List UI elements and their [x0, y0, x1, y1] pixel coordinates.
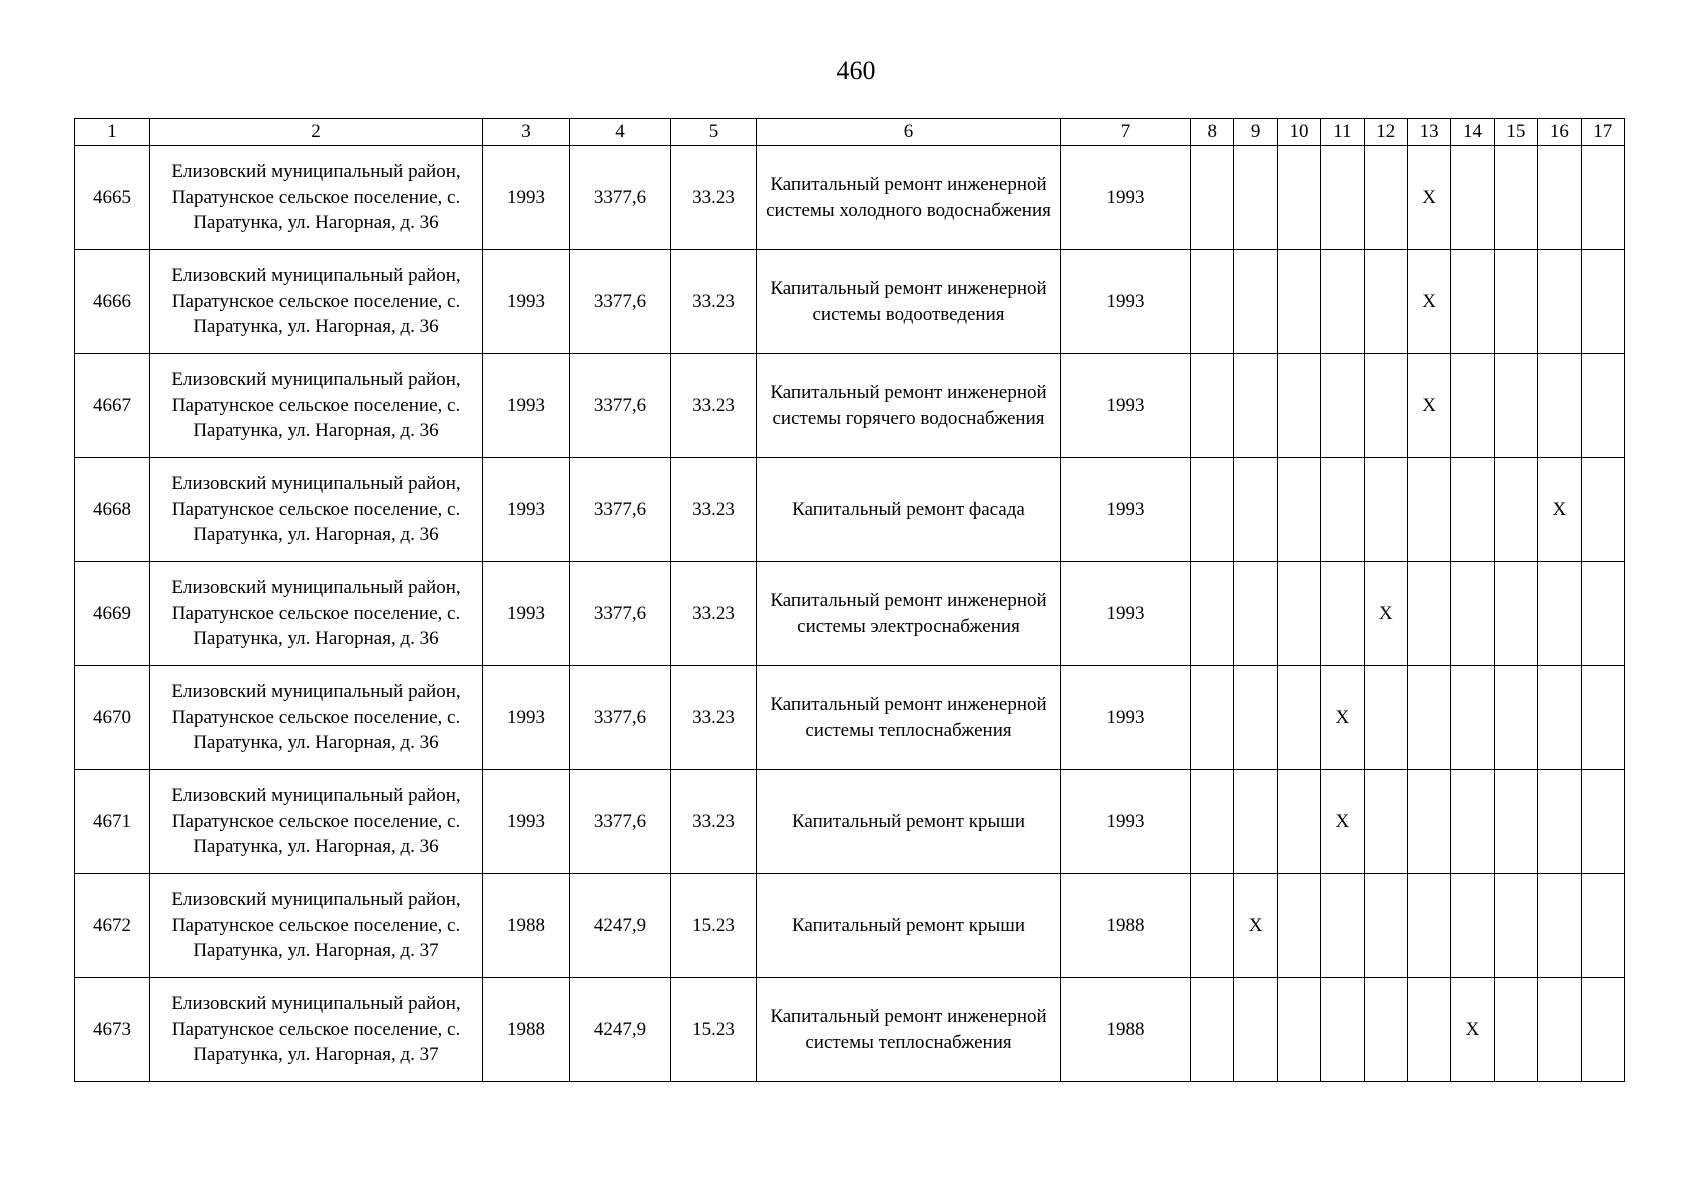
empty-cell — [1494, 666, 1537, 770]
empty-cell — [1364, 146, 1407, 250]
empty-cell — [1191, 146, 1234, 250]
work-year-cell: 1993 — [1061, 146, 1191, 250]
empty-cell — [1538, 770, 1581, 874]
row-id-cell: 4672 — [75, 874, 150, 978]
work-year-cell: 1993 — [1061, 562, 1191, 666]
area-cell: 3377,6 — [570, 146, 671, 250]
year-cell: 1993 — [483, 562, 570, 666]
address-cell: Елизовский муниципальный район, Паратунское сельское поселение, с. Паратунка, ул. Нагорная, д. 37 — [150, 978, 483, 1082]
table-row — [75, 562, 1625, 666]
empty-cell — [1451, 874, 1494, 978]
address-cell: Елизовский муниципальный район, Паратунское сельское поселение, с. Паратунка, ул. Нагорная, д. 37 — [150, 874, 483, 978]
empty-cell — [1407, 770, 1450, 874]
column-header: 10 — [1277, 119, 1320, 146]
mark-cell: X — [1538, 458, 1581, 562]
empty-cell — [1321, 146, 1364, 250]
work-type-cell: Капитальный ремонт инженерной системы теплоснабжения — [757, 978, 1061, 1082]
table-row — [75, 978, 1625, 1082]
empty-cell — [1494, 354, 1537, 458]
empty-cell — [1234, 770, 1277, 874]
mark-cell: X — [1321, 666, 1364, 770]
work-year-cell: 1993 — [1061, 354, 1191, 458]
mark-cell: X — [1234, 874, 1277, 978]
row-id-cell: 4670 — [75, 666, 150, 770]
wear-cell: 15.23 — [671, 874, 757, 978]
table-row — [75, 874, 1625, 978]
empty-cell — [1451, 666, 1494, 770]
empty-cell — [1277, 458, 1320, 562]
area-cell: 3377,6 — [570, 354, 671, 458]
empty-cell — [1321, 458, 1364, 562]
work-type-cell: Капитальный ремонт инженерной системы электроснабжения — [757, 562, 1061, 666]
empty-cell — [1191, 978, 1234, 1082]
column-header: 8 — [1191, 119, 1234, 146]
empty-cell — [1538, 146, 1581, 250]
wear-cell: 33.23 — [671, 770, 757, 874]
empty-cell — [1277, 770, 1320, 874]
column-header: 11 — [1321, 119, 1364, 146]
column-header: 1 — [75, 119, 150, 146]
area-cell: 3377,6 — [570, 666, 671, 770]
row-id-cell: 4666 — [75, 250, 150, 354]
empty-cell — [1364, 874, 1407, 978]
row-id-cell: 4665 — [75, 146, 150, 250]
empty-cell — [1494, 250, 1537, 354]
column-header: 3 — [483, 119, 570, 146]
empty-cell — [1451, 146, 1494, 250]
empty-cell — [1321, 978, 1364, 1082]
work-year-cell: 1993 — [1061, 458, 1191, 562]
empty-cell — [1364, 770, 1407, 874]
empty-cell — [1191, 250, 1234, 354]
column-header: 9 — [1234, 119, 1277, 146]
mark-cell: X — [1407, 146, 1450, 250]
empty-cell — [1538, 666, 1581, 770]
area-cell: 4247,9 — [570, 874, 671, 978]
work-type-cell: Капитальный ремонт инженерной системы теплоснабжения — [757, 666, 1061, 770]
year-cell: 1988 — [483, 978, 570, 1082]
empty-cell — [1321, 250, 1364, 354]
year-cell: 1993 — [483, 250, 570, 354]
year-cell: 1993 — [483, 146, 570, 250]
address-cell: Елизовский муниципальный район, Паратунское сельское поселение, с. Паратунка, ул. Нагорная, д. 36 — [150, 354, 483, 458]
empty-cell — [1234, 146, 1277, 250]
empty-cell — [1364, 354, 1407, 458]
column-header: 5 — [671, 119, 757, 146]
empty-cell — [1364, 978, 1407, 1082]
wear-cell: 33.23 — [671, 666, 757, 770]
empty-cell — [1581, 458, 1624, 562]
header-row — [75, 119, 1625, 146]
area-cell: 3377,6 — [570, 250, 671, 354]
work-year-cell: 1993 — [1061, 770, 1191, 874]
empty-cell — [1364, 458, 1407, 562]
empty-cell — [1234, 562, 1277, 666]
year-cell: 1993 — [483, 666, 570, 770]
empty-cell — [1451, 250, 1494, 354]
row-id-cell: 4668 — [75, 458, 150, 562]
empty-cell — [1277, 562, 1320, 666]
empty-cell — [1277, 250, 1320, 354]
work-type-cell: Капитальный ремонт инженерной системы холодного водоснабжения — [757, 146, 1061, 250]
work-type-cell: Капитальный ремонт крыши — [757, 874, 1061, 978]
row-id-cell: 4671 — [75, 770, 150, 874]
column-header: 16 — [1538, 119, 1581, 146]
empty-cell — [1581, 354, 1624, 458]
empty-cell — [1538, 354, 1581, 458]
empty-cell — [1277, 146, 1320, 250]
mark-cell: X — [1321, 770, 1364, 874]
address-cell: Елизовский муниципальный район, Паратунское сельское поселение, с. Паратунка, ул. Нагорная, д. 36 — [150, 458, 483, 562]
page-number: 460 — [836, 56, 876, 85]
empty-cell — [1191, 354, 1234, 458]
area-cell: 3377,6 — [570, 458, 671, 562]
column-header: 12 — [1364, 119, 1407, 146]
wear-cell: 33.23 — [671, 250, 757, 354]
year-cell: 1988 — [483, 874, 570, 978]
row-id-cell: 4667 — [75, 354, 150, 458]
year-cell: 1993 — [483, 354, 570, 458]
column-header: 7 — [1061, 119, 1191, 146]
column-header: 4 — [570, 119, 671, 146]
empty-cell — [1364, 250, 1407, 354]
empty-cell — [1277, 666, 1320, 770]
work-type-cell: Капитальный ремонт фасада — [757, 458, 1061, 562]
empty-cell — [1494, 146, 1537, 250]
empty-cell — [1277, 874, 1320, 978]
column-header: 17 — [1581, 119, 1624, 146]
empty-cell — [1407, 562, 1450, 666]
year-cell: 1993 — [483, 458, 570, 562]
wear-cell: 33.23 — [671, 458, 757, 562]
empty-cell — [1581, 146, 1624, 250]
empty-cell — [1191, 458, 1234, 562]
wear-cell: 33.23 — [671, 562, 757, 666]
empty-cell — [1581, 666, 1624, 770]
empty-cell — [1234, 458, 1277, 562]
table-row — [75, 354, 1625, 458]
address-cell: Елизовский муниципальный район, Паратунское сельское поселение, с. Паратунка, ул. Нагорная, д. 36 — [150, 770, 483, 874]
wear-cell: 15.23 — [671, 978, 757, 1082]
empty-cell — [1407, 458, 1450, 562]
table-row — [75, 458, 1625, 562]
empty-cell — [1538, 250, 1581, 354]
empty-cell — [1407, 874, 1450, 978]
empty-cell — [1191, 562, 1234, 666]
works-table — [74, 118, 1625, 1082]
mark-cell: X — [1364, 562, 1407, 666]
empty-cell — [1321, 354, 1364, 458]
column-header: 15 — [1494, 119, 1537, 146]
empty-cell — [1234, 978, 1277, 1082]
column-header: 13 — [1407, 119, 1450, 146]
empty-cell — [1581, 562, 1624, 666]
empty-cell — [1494, 978, 1537, 1082]
mark-cell: X — [1407, 250, 1450, 354]
row-id-cell: 4673 — [75, 978, 150, 1082]
empty-cell — [1494, 770, 1537, 874]
wear-cell: 33.23 — [671, 354, 757, 458]
table-row — [75, 666, 1625, 770]
row-id-cell: 4669 — [75, 562, 150, 666]
empty-cell — [1538, 562, 1581, 666]
work-year-cell: 1993 — [1061, 666, 1191, 770]
empty-cell — [1191, 666, 1234, 770]
empty-cell — [1364, 666, 1407, 770]
work-type-cell: Капитальный ремонт инженерной системы горячего водоснабжения — [757, 354, 1061, 458]
empty-cell — [1494, 562, 1537, 666]
table-row — [75, 146, 1625, 250]
empty-cell — [1581, 874, 1624, 978]
empty-cell — [1277, 978, 1320, 1082]
table-row — [75, 770, 1625, 874]
area-cell: 3377,6 — [570, 770, 671, 874]
empty-cell — [1321, 874, 1364, 978]
empty-cell — [1321, 562, 1364, 666]
address-cell: Елизовский муниципальный район, Паратунское сельское поселение, с. Паратунка, ул. Нагорная, д. 36 — [150, 146, 483, 250]
empty-cell — [1451, 354, 1494, 458]
work-type-cell: Капитальный ремонт крыши — [757, 770, 1061, 874]
empty-cell — [1234, 354, 1277, 458]
empty-cell — [1451, 458, 1494, 562]
empty-cell — [1581, 770, 1624, 874]
area-cell: 3377,6 — [570, 562, 671, 666]
empty-cell — [1581, 250, 1624, 354]
empty-cell — [1191, 874, 1234, 978]
empty-cell — [1234, 666, 1277, 770]
empty-cell — [1494, 874, 1537, 978]
work-year-cell: 1988 — [1061, 874, 1191, 978]
empty-cell — [1538, 978, 1581, 1082]
work-type-cell: Капитальный ремонт инженерной системы водоотведения — [757, 250, 1061, 354]
wear-cell: 33.23 — [671, 146, 757, 250]
table-row — [75, 250, 1625, 354]
column-header: 2 — [150, 119, 483, 146]
work-year-cell: 1988 — [1061, 978, 1191, 1082]
empty-cell — [1451, 770, 1494, 874]
empty-cell — [1191, 770, 1234, 874]
address-cell: Елизовский муниципальный район, Паратунское сельское поселение, с. Паратунка, ул. Нагорная, д. 36 — [150, 562, 483, 666]
year-cell: 1993 — [483, 770, 570, 874]
empty-cell — [1494, 458, 1537, 562]
area-cell: 4247,9 — [570, 978, 671, 1082]
mark-cell: X — [1407, 354, 1450, 458]
column-header: 14 — [1451, 119, 1494, 146]
empty-cell — [1234, 250, 1277, 354]
address-cell: Елизовский муниципальный район, Паратунское сельское поселение, с. Паратунка, ул. Нагорная, д. 36 — [150, 250, 483, 354]
column-header: 6 — [757, 119, 1061, 146]
empty-cell — [1407, 978, 1450, 1082]
mark-cell: X — [1451, 978, 1494, 1082]
empty-cell — [1581, 978, 1624, 1082]
empty-cell — [1538, 874, 1581, 978]
work-year-cell: 1993 — [1061, 250, 1191, 354]
empty-cell — [1277, 354, 1320, 458]
empty-cell — [1451, 562, 1494, 666]
empty-cell — [1407, 666, 1450, 770]
address-cell: Елизовский муниципальный район, Паратунское сельское поселение, с. Паратунка, ул. Нагорная, д. 36 — [150, 666, 483, 770]
